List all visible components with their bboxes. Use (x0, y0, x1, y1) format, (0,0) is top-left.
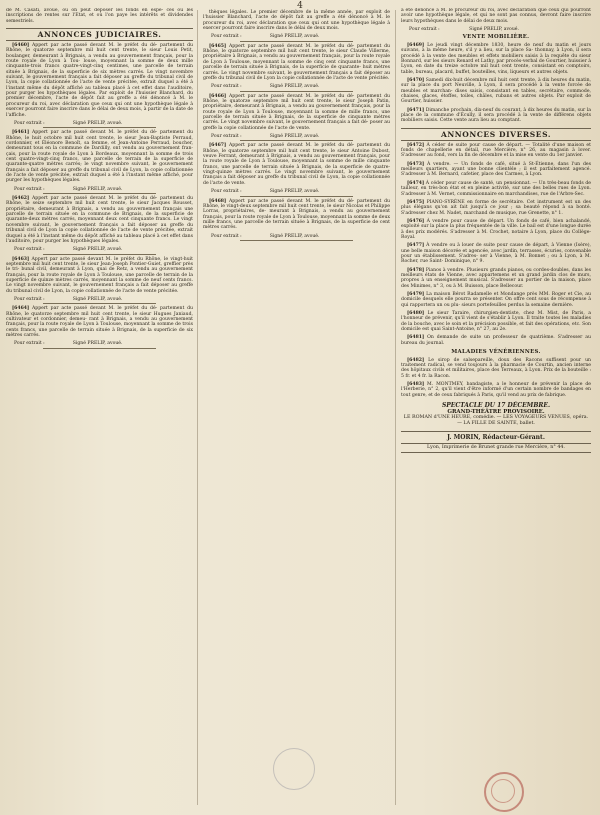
notice-number: [6478] (407, 267, 425, 273)
notice-item (401, 382, 591, 398)
column-rule (395, 10, 396, 805)
notice-text: À vendre pour cause de départ. Un fonds de café, bien achalandé, exploité sur la place la plus fréquentée de la ville. Le bail est d'une longue durée à des prix modérés. S'adresser à M. Crochet, notaire à Lyon, place du Collège-Royal. (401, 218, 591, 240)
notice-divider (240, 196, 352, 197)
signature: Signé PRELIP, avoué. (469, 27, 519, 33)
signature: Signé PRELIP, avoué. (72, 247, 123, 253)
extrait-label: Pour extrait : (211, 34, 242, 40)
notice-divider (240, 240, 352, 241)
diverses-list (401, 143, 591, 346)
theatre-program: LE ROMAN d'UNE HEURE, comédie. — LES VOYAGEURS VENUES, opéra. — LA FILLE DE SAINTE, ballet. (403, 415, 589, 426)
theatre-name: GRAND-THÉÂTRE PROVISOIRE. (447, 409, 545, 415)
column-left (6, 8, 193, 807)
notice-text: Le sirop de salsepareille, doux des Racons suffisent pour un traitement radical, se vend toujours à la pharmacie de Courtin, ancien interne des hôpitaux civils et militaires, place des Terreaux, à Lyon. Prix de la bouteille : 5 fr. et 4 fr. la Racon. (401, 357, 591, 379)
notice-text: Le jeudi vingt décembre 1830, heure de neuf du matin et jours suivans, à la même heure, s'il y a lieu, sur la place Sa- thonnay, à Lyon, il sera procédé à la vente des meubles et effets mobiliers saisis à la requête du sieur Bonnard, sur les sieurs Renard et Lathy, par procès-verbal de Gourtier, huissier à Lyon, en date du treize octobre mil huit cent trente, consistant en comptoirs, table, bureau, placard, buffet, bouteilles, vins, liqueurs et autres objets. (401, 42, 591, 75)
section-title-judiciaires: ANNONCES JUDICIAIRES. (6, 28, 193, 41)
notice-number: [6460] (12, 43, 30, 49)
signature: Signé PRELIP, avoué. (269, 233, 320, 239)
notice-number: [6466] (209, 93, 227, 99)
notice-item (203, 10, 390, 31)
extrait-label: Pour extrait : (14, 186, 45, 192)
notice-number: [6470] (407, 78, 425, 83)
notice-divider (43, 127, 155, 128)
notice-item (6, 257, 193, 294)
signature: Signé PRELIP, avoué. (269, 134, 320, 139)
maladies-list (401, 358, 591, 398)
faded-stamp-icon (273, 748, 315, 790)
extrait-line (203, 189, 390, 194)
library-stamp-icon (484, 772, 524, 812)
extrait-label: Pour extrait : (14, 247, 45, 253)
notice-item (6, 196, 193, 244)
notice-number: [6465] (209, 43, 227, 49)
notice-text: Appert par acte passé devant M. le préfet du dé- partement du Rhône, le vingt-deux septembre mil huit cent trente, le sieur Nicolas et Philippe Lorras, propriétaires, de- meurant à Brignais, a vendu au gouvernement français, pour la route royale de Lyon à Toulouse, moyennant la somme de deux mille francs, une parcelle de terrain située à Brignais, de la superficie de cent mètres carrés. (203, 198, 390, 231)
signature: Signé PRELIP, avoué. (72, 120, 123, 126)
extrait-line (203, 84, 390, 89)
notice-number: [6473] (407, 161, 425, 167)
notice-text: PIANO-SYRÈNE en forme de secrétaire. Cet instrument est un des plus élégans qu'on ait fait jusqu'à ce jour ; sa beauté répond à sa bonté. S'adresser chez M. Nadet, marchand de musique, rue Grenette, n° 1. (401, 199, 591, 216)
notices-list (203, 10, 390, 241)
notice-number: [6467] (209, 143, 227, 149)
notices-list (6, 43, 193, 349)
notice-item (401, 335, 591, 346)
notice-text: Appert par acte passé devant M. le préfet du Rhône, le vingt-huit septembre mil huit cent trente, le sieur Jean-Joseph Pontier-Guiet, greffier près le tri- bunal civil, demeurant à Lyon, quai de Retz, a vendu au gouvernement français, pour la route royale de Lyon à Toulouse, une parcelle de terrain de la superficie de quinze mètres carrés, moyennant la somme de neuf cents francs. Le vingt novembre suivant, le gouvernement français a fait déposer au greffe du tribunal civil de Lyon, la copie collationnée de l'acte de vente précitée. (6, 256, 193, 294)
notice-item (203, 143, 390, 186)
column-right (401, 8, 591, 807)
notice-number: [6477] (407, 243, 425, 249)
notice-text: Appert par acte passé devant M. le préfet du dé- partement du Rhône, le huit octobre mil huit cent trente, le sieur Jean-Baptiste Perraud, cordonnier, et Éléonore Benoît, sa femme, et Jean-Antoine Perraud, boucher, demeurant tous en la commune de Dardilly, ont vendu au gouvernement fran- çais, pour la route royale de Lyon à Bordeaux, moyennant la somme de trois cent quatre-vingt-cinq francs, une parcelle de terrain de la superficie de quarante-quatre mètres carrés; le vingt novembre suivant, le gouvernement français a fait déposer au greffe du tribunal civil de Lyon, la copie collationnée de l'acte de vente précitée, extrait duquel a été à l'instant même affiché, pour purger les hypothèques légales. (6, 130, 193, 184)
notice-divider (240, 91, 352, 92)
notice-divider (43, 254, 155, 255)
extrait-label: Pour extrait : (14, 297, 45, 302)
signature: Signé PRELIP, avoué. (72, 297, 123, 302)
extrait-label: Pour extrait : (211, 233, 242, 239)
notice-item (401, 268, 591, 289)
notice-text: Appert par acte passé devant M. le préfet du dé- partement du Rhône, le quatorze septembre mil huit cent trente, le sieur Hugues Janiaud, cultivateur et cordonnier, demeu- rant à Brignais, a vendu au gouvernement français, pour la route royale de Lyon à Toulouse, moyennant la somme de trois cents francs, une parcelle de terrain située à Brignais, de la superficie de six mètres carrés. (6, 306, 193, 339)
extrait-line (203, 134, 390, 139)
notice-text: La maison Bérot Radamelle et Mondange près MM. Roger et Cie, au domicile desquels elle pourra se présenter. On offre cent sous de récompense à qui rapportera un ou plu- sieurs portefeuilles perdus la semaine dernière. (401, 292, 591, 308)
extrait-line (401, 27, 591, 32)
notice-number: [6469] (407, 42, 425, 48)
signature: Signé PRELIP, avoué. (72, 186, 123, 192)
notice-divider (240, 41, 352, 42)
notice-number: [6472] (407, 142, 425, 148)
notice-item (6, 130, 193, 183)
spectacle-heading: SPECTACLE DU 17 DÉCEMBRE. (441, 402, 551, 409)
notice-item (401, 358, 591, 379)
extrait-line (203, 234, 390, 239)
notice-item (6, 306, 193, 338)
notice-text: Samedi dix-huit décembre mil huit cent trente, à dix heures du matin, sur la place du port Neuville, à Lyon, il sera procédé à la vente forcée de meubles et marchan- dises saisis, consistant en tables, secrétaire, commode, chaises, glaces, étoffes, toiles, châles, rubans et autres objets. Par exploit de Gourtier, huissier. (401, 78, 591, 105)
notice-item (401, 292, 591, 308)
notice-text: À vendre ou à louer de suite pour cause de départ, à Vienne (Isère), une belle maison décorée et agencée, avec jardin, terrasses, écuries, convenable pour un établissement. S'adres- ser à Vienne, à M. Bonnet ; ou à Lyon, à M. Rocher, rue Saint- Dominique, n° 9. (401, 243, 591, 265)
extrait-line (6, 121, 193, 126)
section-title-vente: VENTE MOBILIÈRE. (462, 34, 530, 41)
notice-item (401, 200, 591, 216)
column-middle (203, 8, 390, 807)
signature: Signé PRELIP, avoué. (269, 84, 320, 90)
section-title-diverses: ANNONCES DIVERSES. (401, 128, 591, 141)
notice-item (401, 243, 591, 264)
editor-line: J. MORIN, Rédacteur-Gérant. (401, 431, 591, 441)
extrait-line (6, 297, 193, 302)
notice-number: [6463] (12, 256, 30, 262)
extrait-line (6, 341, 193, 346)
notice-item (401, 78, 591, 105)
notice-text: Dimanche prochain, dix-neuf du courant, à dix heures du matin, sur la place de la commune d'Écully, il sera procédé à la vente de différens objets mobiliers saisis. Cette vente aura lieu au comptant. (401, 107, 591, 124)
vente-list (401, 43, 591, 124)
extrait-line (203, 34, 390, 39)
notice-number: [6476] (407, 218, 425, 224)
signature: Signé PRELIP, avoué. (72, 341, 123, 347)
notice-item (203, 94, 390, 131)
notice-divider (43, 348, 155, 349)
notice-number: [6471] (407, 107, 425, 113)
extrait-label: Pour extrait : (409, 27, 440, 33)
signature: Signé PRELIP, avoué. (269, 189, 320, 195)
notice-number: [6481] (407, 335, 425, 341)
notice-number: [6474] (407, 180, 425, 186)
notice-item (401, 311, 591, 332)
intro-text: a été dénoncé à M. le procureur du roi, avec déclaration que ceux qui pourront avoir une hypothèque légale, et qui ne sont pas connus, devront faire inscrire leurs hypothèques dans le délai de deux mois. (401, 8, 591, 24)
notice-item (401, 143, 591, 159)
notice-item (203, 199, 390, 231)
extrait-label: Pour extrait : (14, 120, 45, 126)
notice-number: [6475] (407, 199, 425, 205)
notice-divider (43, 303, 155, 304)
notice-divider (43, 193, 155, 194)
notice-text: Appert par acte passé devant M. le préfet du dé- partement du Rhône, le seize septembre mil huit cent trente, le sieur Jacques Rousset, propriétaire, demeurant à Brignais, a vendu au gouvernement français une parcelle de terrain située en la commune de Brignais, de la superficie de quarante-deux mètres carrés, moyennant deux cent cinquante francs. Le vingt novembre suivant, le gouvernement français a fait déposer au greffe du tribunal civil de Lyon la copie collationnée de l'acte de vente précitée, extrait duquel a été à l'instant même du dépôt affiché au tableau placé à cet effet dans l'auditoire, pour purger les hypothèques légales. (6, 196, 193, 244)
notice-number: [6461] (12, 130, 30, 136)
notice-item (401, 108, 591, 124)
notice-item (401, 219, 591, 240)
notice-number: [6483] (407, 381, 425, 387)
notice-item (401, 43, 591, 75)
notice-number: [6480] (407, 311, 425, 317)
notice-number: [6462] (12, 196, 30, 202)
notice-text: À céder de suite pour cause de départ. — Totalité d'une maison et fonds de chapellerie en détail, rue Mercière, n° 26, au magasin à lover. S'adresser au fond, vers la fin de décembre et la mise en vente du 1er janvier. (401, 142, 591, 159)
notice-number: [6479] (407, 292, 425, 297)
extrait-label: Pour extrait : (211, 134, 242, 139)
extrait-label: Pour extrait : (211, 84, 242, 90)
extrait-line (6, 187, 193, 192)
notice-text: À céder pour cause de santé, un pensionnat. — Un très-beau fonds de tailleur, en très-bon état et en pleine activité, sur une des belles rues de Lyon. S'adresser à M. Vernet, commissionnaire en marchandises, rue de l'Arbre-Sec. (401, 180, 591, 197)
notice-item (401, 181, 591, 197)
extrait-label: Pour extrait : (211, 189, 242, 195)
intro-text: de M. Casati, avoué, où on peut déposer les fonds en espè- ces ou les inscriptions de rentes sur l'Etat, et où l'on paye les intérêts et dividendes semestriels. (6, 8, 193, 24)
column-rule (197, 10, 198, 805)
extrait-label: Pour extrait : (14, 341, 45, 347)
notice-number: [6482] (407, 357, 425, 363)
notice-text: M. MONTMEY, bandagiste, a le honneur de prévenir la place de l'Herberie, n° 2, qu'il vient d'être informé d'un certain nombre de bandages en tout genre, et de ceux fabriqués à Paris, qu'il vend au prix de fabrique. (401, 381, 591, 398)
notice-text: Appert par acte passé devant M. le préfet du dé- partement du Rhône, le quatorze septembre mil huit cent trente, le sieur Joseph Patin, propriétaire, demeurant à Brignais, a vendu au gouvernement français, pour la route royale de Lyon à Toulouse, moyennant la somme de mille francs, une parcelle de terrain située à Brignais, de la superficie de cinquante mètres carrés. Le vingt novembre suivant, le gouvernement français a fait dé- poser au greffe la copie collationnée de l'acte de vente. (203, 93, 390, 131)
notice-text: Appert par acte passé devant M. le préfet du dé- partement du Rhône, le quatorze septembre mil huit cent trente, le sieur Claude Villerme, propriétaire à Brignais, a vendu au gouvernement français, pour la route royale de Lyon à Toulouse, moyennant la somme de cinq cent cinquante francs, une parcelle de terrain située à Brignais, de la superficie de quarante- huit mètres carrés. Le vingt novembre suivant, le gouvernement français a fait déposer au greffe du tribunal civil de Lyon la copie collationnée de l'acte de vente précitée. (203, 43, 390, 81)
printer-line: Lyon, Imprimerie de Brunet grande rue Mercière, n° 44. (401, 443, 591, 453)
notice-divider (240, 140, 352, 141)
notice-item (401, 162, 591, 178)
section-title-maladies: MALADIES VÉNÉRIENNES. (451, 349, 541, 356)
notice-number: [6468] (209, 198, 227, 204)
notice-text: thèques légales. Le premier décembre de la même année, par exploit de l'huissier Blanchard, l'acte de dépôt fait au greffe a été dénoncé à M. le procureur du roi, avec déclaration que ceux qui ont une hypothèque légale à exercer pourront faire inscrire dans le délai de deux mois. (203, 10, 390, 32)
notice-text: Le sieur Taraire, chirurgien-dentiste, chez M. Mist, de Paris, a l'honneur de prévenir, qu'il vient de s'établir à Lyon. Il traite toutes les maladies de la bouche, avec le soin et la précision possible, et fait des opérations, etc. Son domicile est quai Saint-Antoine, n° 27, au 2e. (401, 311, 591, 333)
notice-text: On demande de suite un professeur de quatrième. S'adresser au bureau du journal. (401, 335, 591, 346)
signature: Signé PRELIP, avoué. (269, 34, 320, 40)
extrait-line (6, 247, 193, 252)
notice-item (203, 44, 390, 81)
notice-text: Appert par acte passé devant M. le préfet du dé- partement du Rhône, le quatorze septembre mil huit cent trente, le sieur Louis Petit, boulanger, demeurant à Brignais, a vendu au gouvernement français, pour la route royale de Lyon à Tou- louse, moyennant la somme de deux mille cinquante-trois francs quatre-vingt-cinq centimes, une parcelle de terrain située à Brignais, de la superficie de six mètres carrés. Le vingt novembre suivant, le gouvernement français a fait déposer au greffe du tribunal civil de Lyon, la copie collationnée de l'acte de vente précitée, extrait duquel a été à l'instant même du dépôt affiché au tableau placé à cet effet dans l'auditoire, pour purger les hypothèques légales. Par exploit de l'huissier Blanchard, du premier décembre, l'acte de dépôt fait au greffe a été dénoncé à M. le procureur du roi, avec déclaration que ceux qui ont une hypothèque légale à exercer pourront faire inscrire dans le délai de deux mois, à partir de la date de l'affiche. (6, 43, 193, 118)
page-number: 4 (297, 1, 303, 11)
notice-text: À vendre. — Un fonds de café, situé à St-Étienne, dans l'un des meilleurs quartiers, ayant une bonne clientèle ; il est parfaitement agencé. S'adresser à M. Bernard, cafetier, place des Carmes, à Lyon. (401, 161, 591, 178)
notice-number: [6464] (12, 306, 30, 312)
notice-text: Appert par acte passé devant M. le préfet du dé- partement du Rhône, le quatorze septembre mil huit cent trente, le sieur Antoine Dubost, veuve Ferrant, demeurant à Brignais, a vendu au gouvernement français, pour la route royale de Lyon à Toulouse, moyennant la somme de mille cinquante francs, une parcelle de terrain située à Brignais, de la superficie de quatre-vingt-quinze mètres carrés. Le vingt novembre suivant, le gouvernement français a fait déposer au greffe du tribunal civil de Lyon, la copie collationnée de l'acte de vente. (203, 143, 390, 186)
notice-item (6, 43, 193, 118)
notice-text: Pianos à vendre. Plusieurs grands pianos, ou cordes-doubles, dans les meilleurs états de Vienne, avec appartemens et un grand jardin clos de murs, propres à un enseignement musical. S'adresser au portier de la maison, place des Minimes, n° 3, ou à M. Buisson, place Bellecour. (401, 267, 591, 289)
